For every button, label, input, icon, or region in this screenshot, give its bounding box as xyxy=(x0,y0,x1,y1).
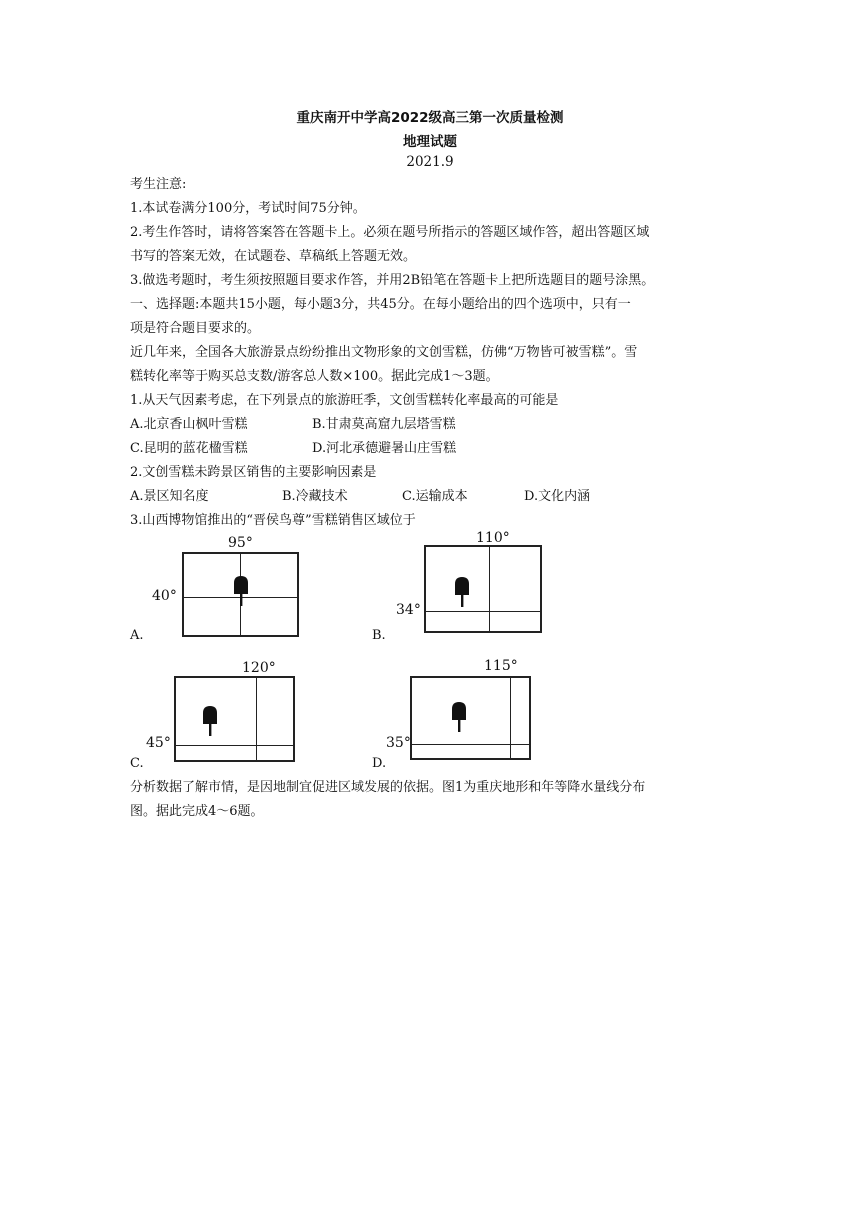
exam-title: 重庆南开中学高2022级高三第一次质量检测 xyxy=(296,110,564,126)
q1-option-d: D.河北承德避暑山庄雪糕 xyxy=(312,441,457,456)
map-c-letter: C. xyxy=(130,756,144,771)
section-instruction: 一、选择题:本题共15小题，每小题3分，共45分。在每小题给出的四个选项中，只有一 xyxy=(130,297,631,312)
map-c-latitude-label: 45° xyxy=(146,735,171,751)
map-b-letter: B. xyxy=(372,628,386,643)
map-b-meridian xyxy=(489,545,490,633)
notice-item-2-cont: 书写的答案无效，在试题卷、草稿纸上答题无效。 xyxy=(130,249,417,264)
passage-1-cont: 糕转化率等于购买总支数/游客总人数×100。据此完成1～3题。 xyxy=(130,369,499,384)
exam-date: 2021.9 xyxy=(406,154,454,170)
q2-option-d: D.文化内涵 xyxy=(524,489,591,504)
map-d-latitude-label: 35° xyxy=(386,735,411,751)
map-c-frame xyxy=(174,676,295,762)
ice-cream-icon xyxy=(449,700,469,740)
notice-item-2: 2.考生作答时，请将答案答在答题卡上。必须在题号所指示的答题区域作答，超出答题区域 xyxy=(130,225,650,240)
map-b-longitude-label: 110° xyxy=(476,530,510,546)
question-2-stem: 2.文创雪糕未跨景区销售的主要影响因素是 xyxy=(130,465,377,480)
map-d-meridian xyxy=(510,676,511,760)
map-c-meridian xyxy=(256,676,257,762)
q2-option-c: C.运输成本 xyxy=(402,489,468,504)
q1-option-b: B.甘肃莫高窟九层塔雪糕 xyxy=(312,417,456,432)
notice-item-1: 1.本试卷满分100分，考试时间75分钟。 xyxy=(130,201,366,216)
map-d-longitude-label: 115° xyxy=(484,658,518,674)
q1-option-a: A.北京香山枫叶雪糕 xyxy=(130,417,248,432)
map-d-frame xyxy=(410,676,531,760)
map-d-parallel xyxy=(410,744,531,745)
map-a-letter: A. xyxy=(130,628,144,643)
passage-2-cont: 图。据此完成4～6题。 xyxy=(130,804,264,819)
section-instruction-cont: 项是符合题目要求的。 xyxy=(130,321,261,336)
notice-item-3: 3.做选考题时，考生须按照题目要求作答，并用2B铅笔在答题卡上把所选题目的题号涂黑。 xyxy=(130,273,655,288)
map-b-frame xyxy=(424,545,542,633)
passage-1: 近几年来，全国各大旅游景点纷纷推出文物形象的文创雪糕，仿佛“万物皆可被雪糕”。雪 xyxy=(130,345,638,360)
passage-2: 分析数据了解市情，是因地制宜促进区域发展的依据。图1为重庆地形和年等降水量线分布 xyxy=(130,780,646,795)
ice-cream-icon xyxy=(231,574,251,614)
map-b-latitude-label: 34° xyxy=(396,602,421,618)
map-d-letter: D. xyxy=(372,756,387,771)
map-b-parallel xyxy=(424,611,542,612)
question-3-stem: 3.山西博物馆推出的“晋侯鸟尊”雪糕销售区域位于 xyxy=(130,513,416,528)
ice-cream-icon xyxy=(200,704,220,744)
ice-cream-icon xyxy=(452,575,472,615)
map-c-parallel xyxy=(174,745,295,746)
notice-heading: 考生注意: xyxy=(130,177,187,192)
map-c-longitude-label: 120° xyxy=(242,660,276,676)
map-a-longitude-label: 95° xyxy=(228,535,253,551)
map-a-latitude-label: 40° xyxy=(152,588,177,604)
q2-option-b: B.冷藏技术 xyxy=(282,489,348,504)
exam-subtitle: 地理试题 xyxy=(403,134,457,150)
question-1-stem: 1.从天气因素考虑，在下列景点的旅游旺季，文创雪糕转化率最高的可能是 xyxy=(130,393,559,408)
q1-option-c: C.昆明的蓝花楹雪糕 xyxy=(130,441,248,456)
q2-option-a: A.景区知名度 xyxy=(130,489,209,504)
